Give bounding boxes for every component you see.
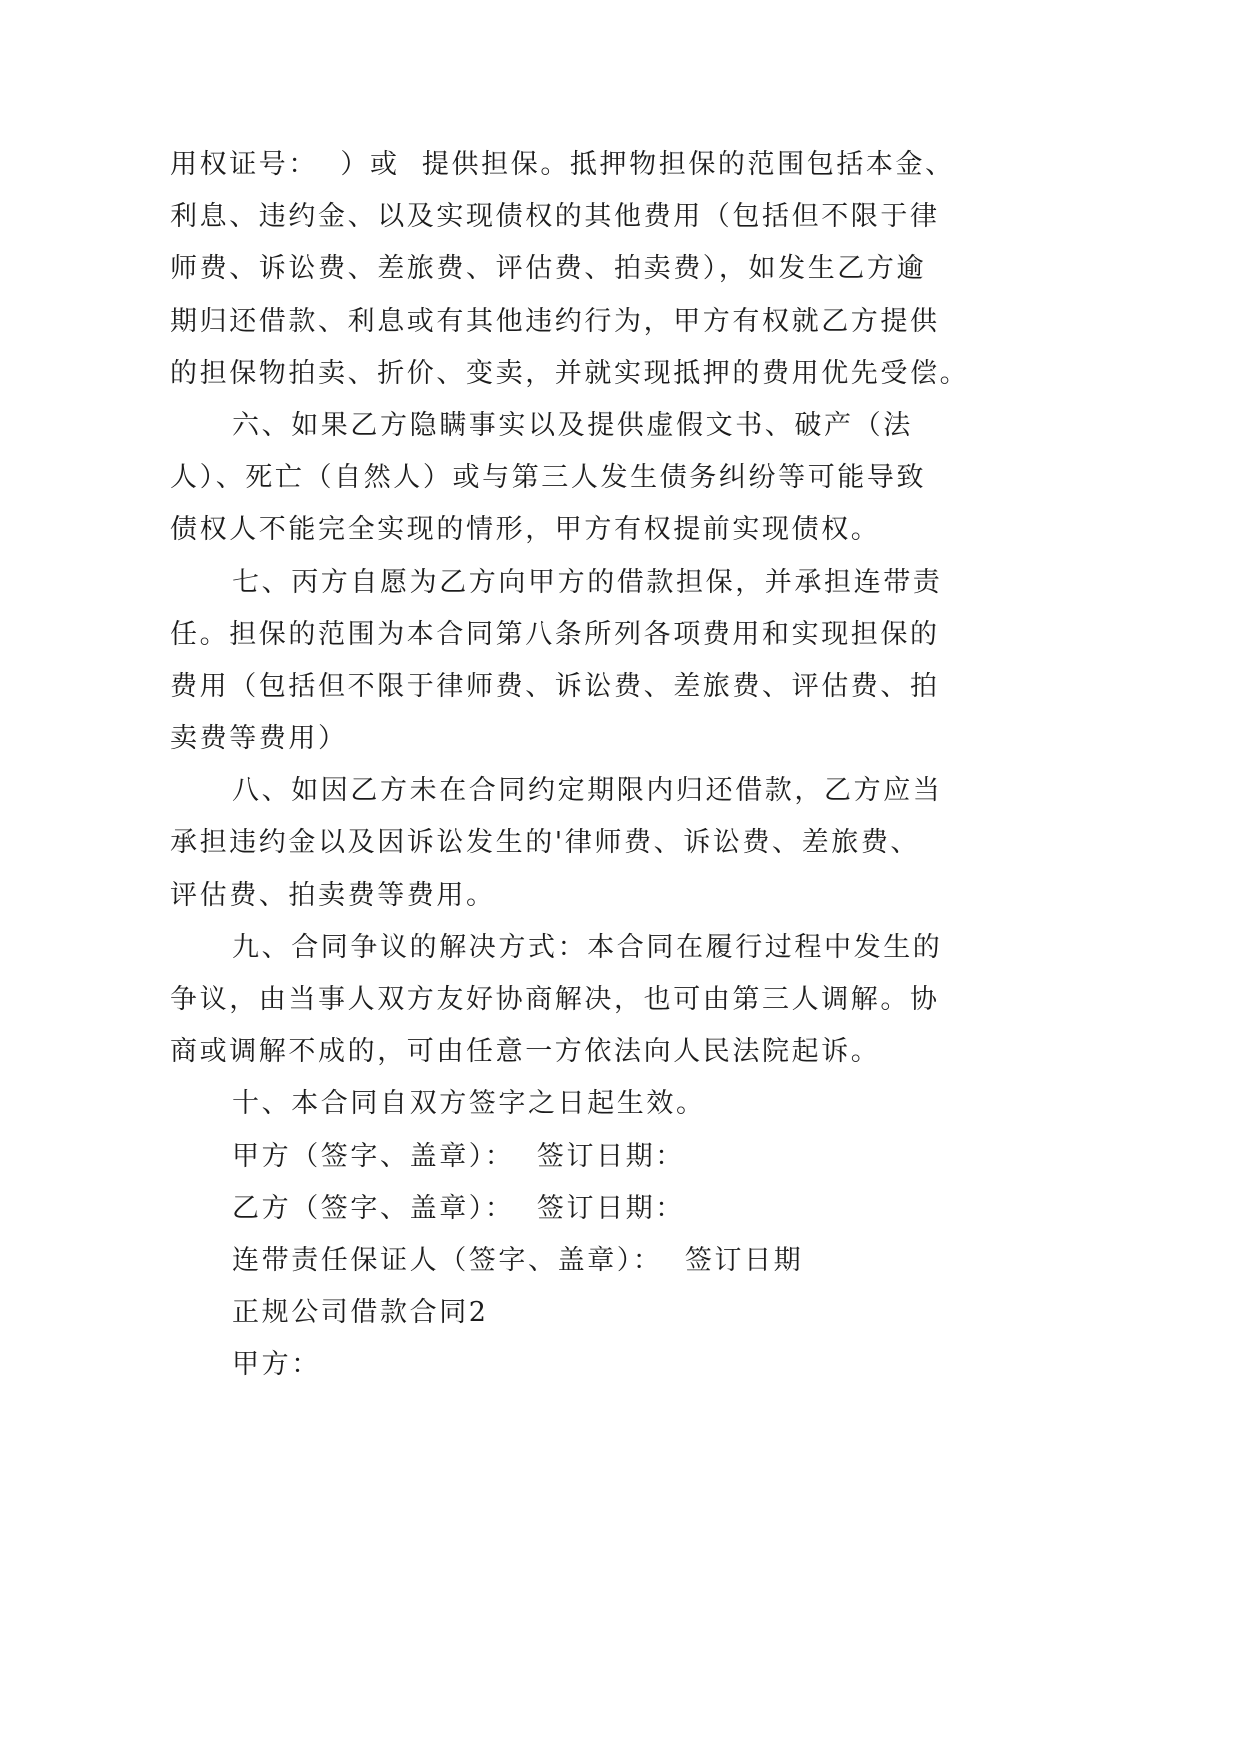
document-subtitle: [170, 1287, 1130, 1339]
text-line: 人）、死亡（自然人）或与第三人发生债务纠纷等可能导致: [170, 462, 927, 494]
party-a-label: [170, 1339, 1130, 1391]
text-line: 的担保物拍卖、折价、变卖，并就实现抵押的费用优先受偿。: [170, 357, 970, 389]
text-line: 评估费、拍卖费等费用。: [170, 879, 496, 911]
text-line: 八、如因乙方未在合同约定期限内归还借款，乙方应当: [232, 775, 943, 807]
clause-10: [170, 1078, 1130, 1130]
text-line: 乙方（签字、盖章）： 签订日期：: [232, 1192, 685, 1224]
text-line: 连带责任保证人（签字、盖章）： 签订日期: [232, 1244, 804, 1276]
clause-6: [170, 400, 1130, 557]
text-line: 正规公司借款合同2: [232, 1297, 489, 1329]
text-line: 甲方（签字、盖章）： 签订日期：: [232, 1140, 685, 1172]
text-line: 十、本合同自双方签字之日起生效。: [232, 1088, 706, 1120]
text-line: 利息、违约金、以及实现债权的其他费用（包括但不限于律: [170, 201, 940, 233]
text-line: 用权证号： ）或 提供担保。抵押物担保的范围包括本金、: [170, 149, 955, 180]
text-line: 承担违约金以及因诉讼发生的'律师费、诉讼费、差旅费、: [170, 827, 921, 859]
text-line: 九、合同争议的解决方式：本合同在履行过程中发生的: [232, 931, 943, 963]
text-line: 甲方：: [232, 1349, 321, 1381]
signature-party-a: [170, 1131, 1130, 1183]
clause-9: [170, 922, 1130, 1079]
signature-guarantor: [170, 1235, 1130, 1287]
text-line: 债权人不能完全实现的情形，甲方有权提前实现债权。: [170, 514, 881, 546]
signature-party-b: [170, 1183, 1130, 1235]
text-line: 卖费等费用）: [170, 723, 348, 755]
text-line: 师费、诉讼费、差旅费、评估费、拍卖费），如发生乙方逾: [170, 253, 927, 285]
text-line: 费用（包括但不限于律师费、诉讼费、差旅费、评估费、拍: [170, 670, 940, 702]
clause-8: [170, 765, 1130, 922]
paragraph-mortgage-scope: [170, 139, 1130, 400]
text-line: 任。担保的范围为本合同第八条所列各项费用和实现担保的: [170, 618, 940, 650]
text-line: 争议，由当事人双方友好协商解决，也可由第三人调解。协: [170, 984, 940, 1015]
text-line: 六、如果乙方隐瞒事实以及提供虚假文书、破产（法: [232, 409, 913, 441]
document-body: [170, 139, 1130, 1392]
text-line: 期归还借款、利息或有其他违约行为，甲方有权就乙方提供: [170, 305, 940, 337]
text-line: 商或调解不成的，可由任意一方依法向人民法院起诉。: [170, 1036, 881, 1068]
text-line: 七、丙方自愿为乙方向甲方的借款担保，并承担连带责: [232, 566, 943, 598]
clause-7: [170, 557, 1130, 766]
